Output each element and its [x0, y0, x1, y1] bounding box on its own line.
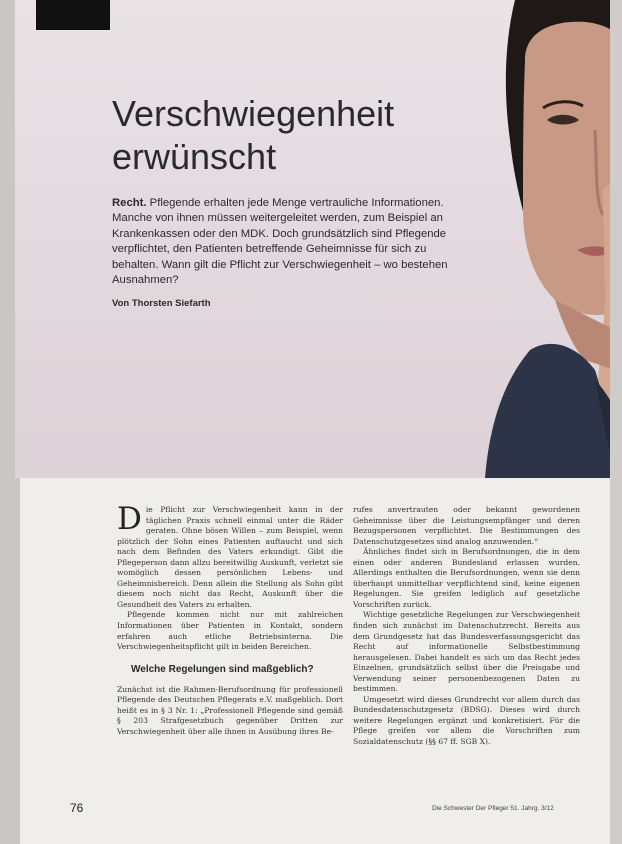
title-line-1: Verschwiegenheit — [112, 93, 395, 134]
paragraph: Wichtige gesetzliche Regelungen zur Verschwiegenheit finden sich zunächst im Datenschutzrecht. Bereits aus dem Grundgesetz hat das Bundesverfassungsgericht das Recht auf informationelle Selbstbestimmung herausgelesen. Dabei handelt es sich um das Recht jedes Einzelnen, grundsätzlich selbst über die Preisgabe und Verwendung seiner personenbezogenen Daten zu bestimmen. — [353, 610, 580, 694]
scan-edge-right — [610, 0, 622, 844]
paragraph: rufes anvertrauten oder bekannt gewordenen Geheimnisse über die Leistungsempfänger und deren Bezugspersonen verpflichtet. Die Bestimmungen des Datenschutzgesetzes sind analog anzuwenden.“ — [353, 505, 580, 546]
paragraph-text: ie Pflicht zur Verschwiegenheit kann in der täglichen Praxis schnell einmal unter die Räder geraten. Ohne bösen Willen – zum Beispiel, wenn plötzlich der Sohn eines Patienten auftaucht und sich nach dem Befinden des Vaters erkundigt. Gibt die Pflegeperson dann allzu bereitwillig Auskunft, verletzt sie womöglich dessen persönlichen Lebens- und Geheimnisbereich. Denn allein die Stellung als Sohn gibt diesem noch nicht das Recht, Auskunft über die Gesundheit des Vaters zu erhalten. — [117, 505, 343, 609]
page-number: 76 — [70, 801, 84, 815]
woman-finger-on-lips-photo — [485, 0, 610, 478]
body-column-right — [353, 505, 580, 748]
paragraph: Zunächst ist die Rahmen-Berufsordnung für professionell Pflegende des Deutschen Pflegerats e.V. maßgeblich. Dort heißt es in § 3 Nr. 1: „Professionell Pflegende sind gemäß § 203 Strafgesetzbuch gegenüber Dritten zur Verschwiegenheit über alle ihnen in Ausübung ihres Be- — [117, 684, 343, 736]
journal-footer: Die Schwester Der Pfleger 51. Jahrg. 3/12 — [432, 805, 554, 812]
article-lead — [112, 196, 472, 288]
paragraph — [117, 501, 343, 610]
article-title — [112, 92, 442, 178]
title-line-2: erwünscht — [112, 136, 277, 177]
paragraph: Pflegende kommen nicht nur mit zahlreichen Informationen über Patienten in Kontakt, sondern erfahren auch etliche Betriebsinterna. Die Verschwiegenheitspflicht gilt in beiden Bereichen. — [117, 610, 343, 652]
lead-text: Pflegende erhalten jede Menge vertrauliche Informationen. Manche von ihnen müssen weitergeleitet werden, zum Beispiel an Krankenkassen oder den MDK. Doch grundsätzlich sind Pflegende verpflichtet, den Patienten betreffende Geheimnisse für sich zu behalten. Wann gilt die Pflicht zur Verschwiegenheit – wo bestehen Ausnahmen? — [112, 197, 448, 287]
paragraph: Umgesetzt wird dieses Grundrecht vor allem durch das Bundesdatenschutzgesetz (BDSG). Dieses wird durch weitere Regelungen ergänzt und konkretisiert. Für die Pflege greifen vor allem die Vorschriften zum Sozialdatenschutz (§§ 67 ff. SGB X). — [353, 694, 580, 747]
paragraph: Ähnliches findet sich in Berufsordnungen, die in dem einen oder anderen Bundesland erlassen wurden. Allerdings enthalten die Berufsordnungen, wenn sie denn überhaupt unmittelbar verpflichtend sind, keine eigenen Regelungen. Sie greifen lediglich auf gesetzliche Vorschriften zurück. — [353, 547, 580, 609]
byline: Von Thorsten Siefarth — [112, 298, 211, 309]
drop-cap: D — [117, 501, 142, 537]
lead-label: Recht. — [112, 197, 147, 209]
corner-black-block — [36, 0, 110, 30]
body-column-left — [117, 501, 343, 737]
section-subheading: Welche Regelungen sind maßgeblich? — [131, 663, 314, 675]
